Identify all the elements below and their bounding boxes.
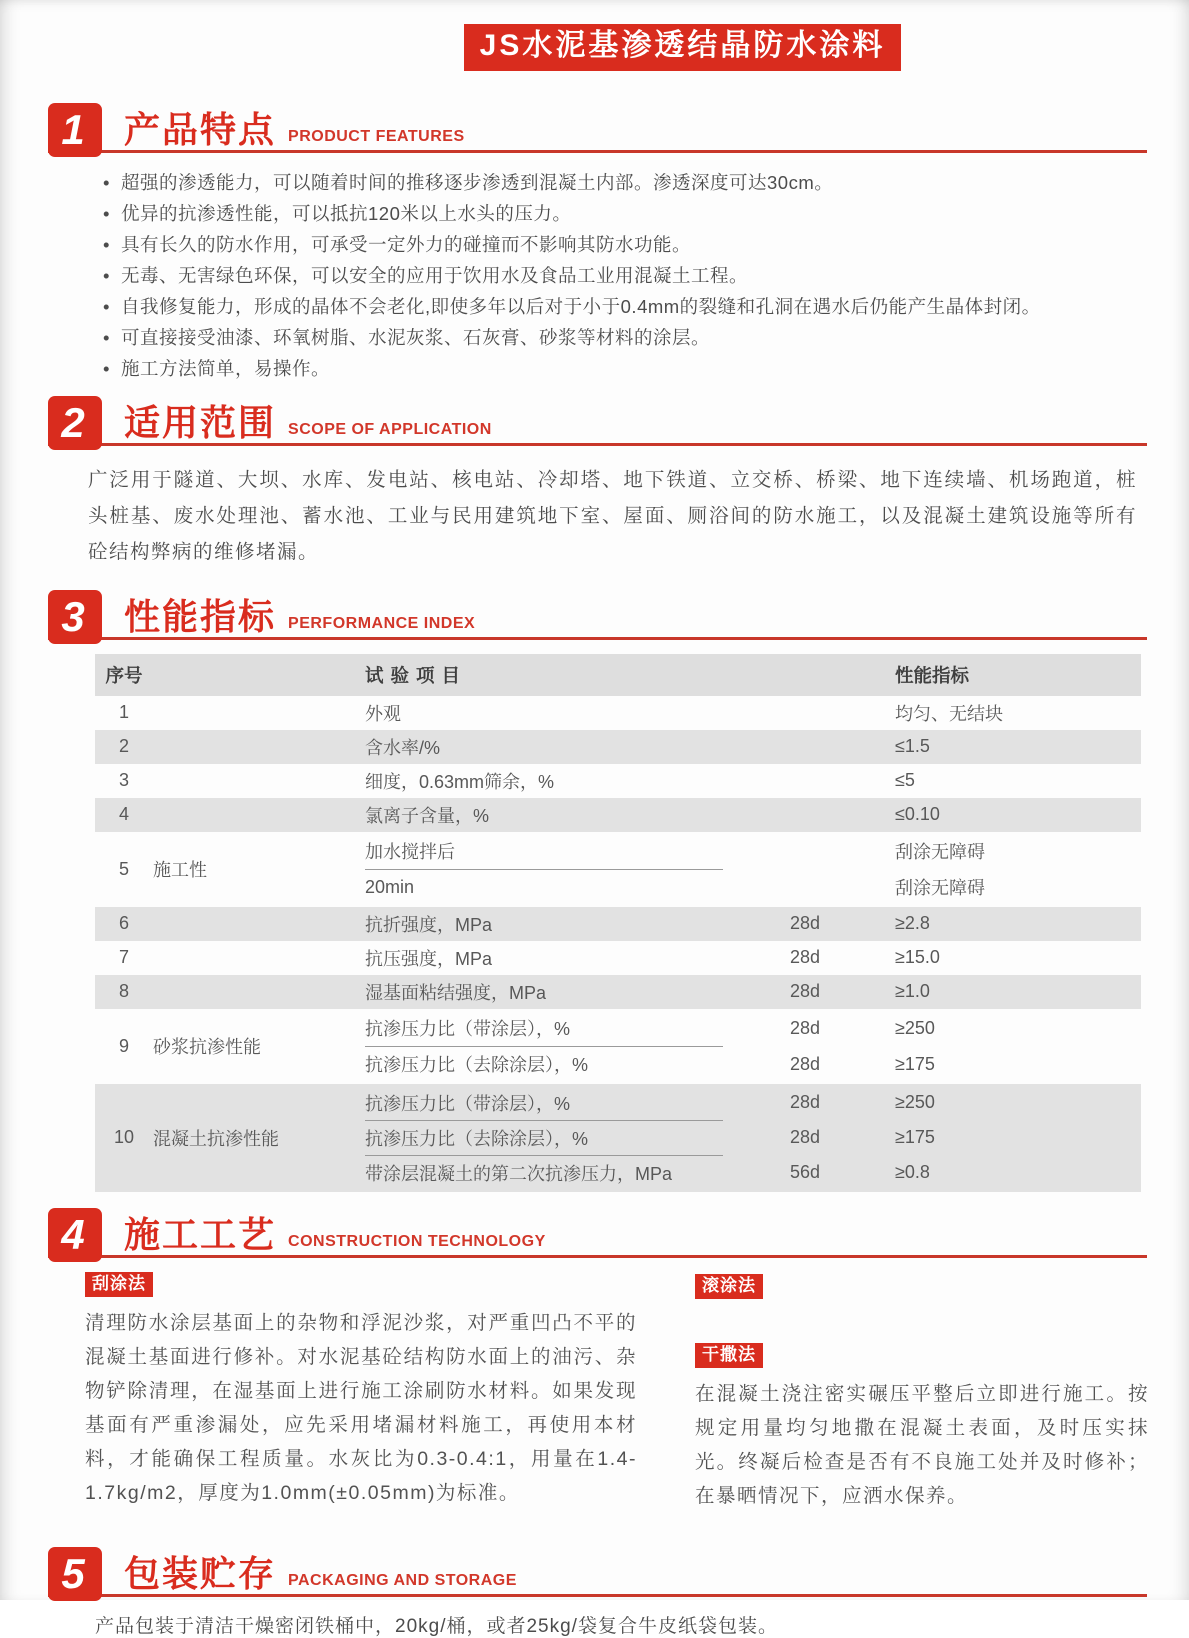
- table-subrow: [365, 1157, 1141, 1189]
- section-header-scope: [48, 396, 1147, 446]
- method-column-right: [695, 1272, 1149, 1533]
- section-subtitle-performance: PERFORMANCE INDEX: [288, 614, 476, 632]
- method-column-left: [85, 1272, 637, 1533]
- cell-category: 施工性: [153, 860, 207, 880]
- feature-item: • 自我修复能力，形成的晶体不会老化,即使多年以后对于小于0.4mm的裂缝和孔洞在遇水后仍能产生晶体封闭。: [103, 291, 1129, 322]
- cell-value: ≤1.5: [895, 736, 930, 756]
- product-title: JS水泥基渗透结晶防水涂料: [479, 29, 886, 62]
- section-number-1: 1: [48, 103, 102, 157]
- cell-no: 7: [118, 947, 129, 967]
- table-row: [95, 730, 1141, 764]
- packaging-paragraph: 产品包装于清洁干燥密闭铁桶中，20kg/桶，或者25kg/袋复合牛皮纸袋包装。: [95, 1615, 778, 1637]
- cell-value: ≤0.10: [895, 804, 940, 824]
- cell-age: 28d: [790, 1053, 821, 1074]
- section-subtitle-features: PRODUCT FEATURES: [288, 127, 465, 145]
- cell-item: 湿基面粘结强度，MPa: [365, 982, 547, 1003]
- subrow-group: [365, 1087, 1141, 1189]
- feature-item: • 具有长久的防水作用，可承受一定外力的碰撞而不影响其防水功能。: [103, 229, 1129, 260]
- cell-value: 均匀、无结块: [895, 703, 1003, 724]
- performance-table: [95, 654, 1141, 1192]
- cell-no: 10: [113, 1127, 135, 1147]
- cell-value: ≥175: [895, 1053, 935, 1074]
- cell-item: 抗渗压力比（带涂层），%: [365, 1019, 571, 1039]
- cell-no: 3: [118, 770, 129, 790]
- scrape-method-text: 清理防水涂层基面上的杂物和浮泥沙浆，对严重凹凸不平的混凝土基面进行修补。对水泥基砼结构防水面上的油污、杂物铲除清理，在湿基面上进行施工涂刷防水材料。如果发现基面有严重渗漏处，应先采用堵漏材料施工，再使用本材料，才能确保工程质量。水灰比为0.3-0.4:1，用量在1.4-1.7kg/m2，厚度为1.0mm(±0.05mm)为标准。: [85, 1311, 637, 1504]
- cell-item: 加水搅拌后: [365, 842, 455, 862]
- feature-item: • 优异的抗渗透性能，可以抵抗120米以上水头的压力。: [103, 198, 1129, 229]
- section-header-performance: [48, 590, 1147, 640]
- table-subrow: [365, 1048, 1141, 1081]
- header-no: 序号: [105, 664, 143, 686]
- section-subtitle-packaging: PACKAGING AND STORAGE: [288, 1571, 517, 1589]
- cell-age: 28d: [790, 947, 821, 967]
- feature-item: • 可直接接受油漆、环氧树脂、水泥灰浆、石灰膏、砂浆等材料的涂层。: [103, 322, 1129, 353]
- header-item: 试验项目: [365, 664, 468, 686]
- product-title-banner: [464, 24, 902, 71]
- subrow-divider: [365, 869, 723, 870]
- section-title-construction: 施工工艺: [124, 1213, 277, 1255]
- cell-item: 抗渗压力比（带涂层），%: [365, 1093, 571, 1114]
- table-header-row: [95, 654, 1141, 696]
- cell-value: 刮涂无障碍: [895, 842, 985, 862]
- cell-item: 抗折强度，MPa: [365, 914, 493, 935]
- header-index: 性能指标: [895, 664, 970, 686]
- section-title-features: 产品特点: [124, 108, 277, 150]
- subrow-divider: [365, 1046, 723, 1047]
- dry-method-text: 在混凝土浇注密实碾压平整后立即进行施工。按规定用量均匀地撒在混凝土表面，及时压实抹光。终凝后检查是否有不良施工处并及时修补；在暴晒情况下，应洒水保养。: [695, 1383, 1149, 1508]
- cell-age: 28d: [790, 1017, 821, 1038]
- section-title-performance: 性能指标: [124, 595, 277, 637]
- feature-item: • 施工方法简单，易操作。: [103, 353, 1129, 384]
- cell-value: ≥15.0: [895, 947, 940, 967]
- cell-age: 28d: [790, 981, 821, 1001]
- section-number-5: 5: [48, 1547, 102, 1601]
- scrape-method-badge: 刮涂法: [85, 1272, 153, 1297]
- cell-item: 20min: [365, 876, 415, 897]
- table-row: [95, 798, 1141, 832]
- construction-methods: [85, 1272, 1149, 1533]
- cell-no: 8: [118, 981, 129, 1001]
- cell-category: 砂浆抗渗性能: [153, 1037, 261, 1057]
- cell-no: 9: [118, 1035, 129, 1056]
- table-subrow: [365, 835, 1141, 868]
- subrow-divider: [365, 1120, 723, 1121]
- roll-method-badge: 滚涂法: [695, 1274, 763, 1299]
- cell-no: 2: [118, 736, 129, 756]
- feature-item: • 超强的渗透能力，可以随着时间的推移逐步渗透到混凝土内部。渗透深度可达30cm。: [103, 167, 1129, 198]
- cell-item: 外观: [365, 703, 401, 724]
- section-title-packaging: 包装贮存: [124, 1552, 277, 1594]
- table-subrow: [365, 1087, 1141, 1119]
- cell-age: 28d: [790, 1092, 821, 1112]
- cell-value: ≤5: [895, 770, 915, 790]
- cell-item: 含水率/%: [365, 737, 441, 758]
- table-row: [95, 941, 1141, 975]
- table-subrow: [365, 871, 1141, 904]
- banner-row: [0, 0, 1189, 71]
- cell-item: 抗渗压力比（去除涂层），%: [365, 1128, 589, 1149]
- cell-no: 1: [118, 702, 129, 722]
- scope-paragraph: 广泛用于隧道、大坝、水库、发电站、核电站、冷却塔、地下铁道、立交桥、桥梁、地下连续墙、机场跑道，桩头桩基、废水处理池、蓄水池、工业与民用建筑地下室、屋面、厕浴间的防水施工，以及混凝土建筑设施等所有砼结构弊病的维修堵漏。: [88, 468, 1137, 563]
- cell-item: 抗压强度，MPa: [365, 948, 493, 969]
- feature-item: • 无毒、无害绿色环保，可以安全的应用于饮用水及食品工业用混凝土工程。: [103, 260, 1129, 291]
- cell-value: ≥1.0: [895, 981, 930, 1001]
- section-subtitle-construction: CONSTRUCTION TECHNOLOGY: [288, 1232, 546, 1250]
- table-row: [95, 1084, 1141, 1192]
- cell-no: 5: [118, 858, 129, 879]
- section-header-construction: [48, 1208, 1147, 1258]
- cell-category: 混凝土抗渗性能: [153, 1128, 279, 1149]
- cell-value: ≥175: [895, 1127, 935, 1147]
- cell-value: 刮涂无障碍: [895, 878, 985, 898]
- section-number-3: 3: [48, 590, 102, 644]
- table-subrow: [365, 1122, 1141, 1154]
- section-number-4: 4: [48, 1208, 102, 1262]
- cell-value: ≥250: [895, 1092, 935, 1112]
- cell-age: 56d: [790, 1162, 821, 1182]
- cell-age: 28d: [790, 913, 821, 933]
- feature-list: [103, 167, 1129, 384]
- cell-age: 28d: [790, 1127, 821, 1147]
- section-title-scope: 适用范围: [124, 401, 277, 443]
- section-number-2: 2: [48, 396, 102, 450]
- cell-value: ≥250: [895, 1017, 935, 1038]
- dry-method-badge: 干撒法: [695, 1343, 763, 1368]
- cell-no: 4: [118, 804, 129, 824]
- cell-item: 细度，0.63mm筛余，%: [365, 771, 555, 792]
- table-row: [95, 907, 1141, 941]
- table-row: [95, 832, 1141, 907]
- cell-value: ≥2.8: [895, 913, 930, 933]
- table-row: [95, 696, 1141, 730]
- section-header-packaging: [48, 1547, 1147, 1597]
- subrow-divider: [365, 1155, 723, 1156]
- cell-item: 氯离子含量，%: [365, 805, 490, 826]
- cell-item: 抗渗压力比（去除涂层），%: [365, 1055, 589, 1075]
- cell-item: 带涂层混凝土的第二次抗渗压力，MPa: [365, 1163, 673, 1184]
- subrow-group: [365, 835, 1141, 904]
- table-subrow: [365, 1012, 1141, 1045]
- cell-value: ≥0.8: [895, 1162, 930, 1182]
- table-row: [95, 764, 1141, 798]
- section-subtitle-scope: SCOPE OF APPLICATION: [288, 420, 492, 438]
- table-row: [95, 975, 1141, 1009]
- table-row: [95, 1009, 1141, 1084]
- section-header-features: [48, 103, 1147, 153]
- cell-no: 6: [118, 913, 129, 933]
- subrow-group: [365, 1012, 1141, 1081]
